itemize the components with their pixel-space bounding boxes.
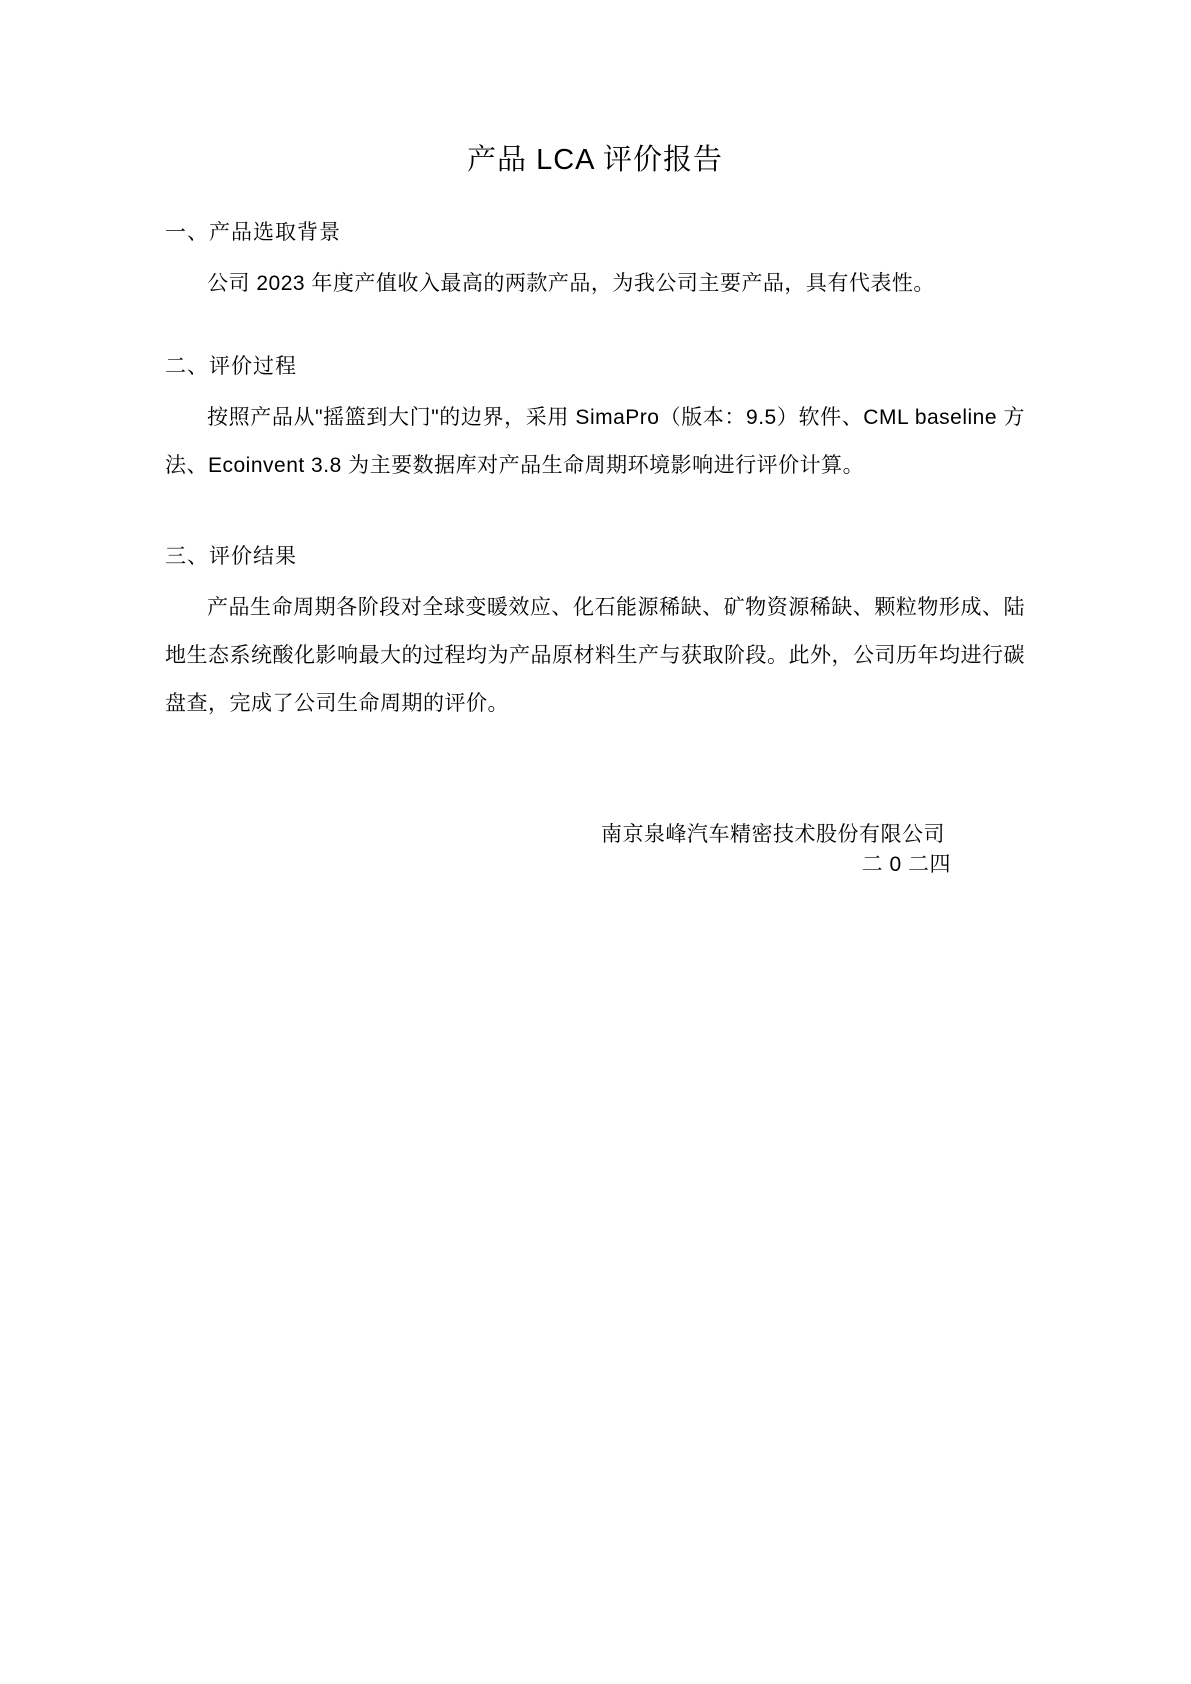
- section-product-selection: [165, 218, 1025, 308]
- company-name: 南京泉峰汽车精密技术股份有限公司: [601, 823, 945, 846]
- signature-year: 二 0 二四: [861, 853, 951, 876]
- section-3-paragraph: 产品生命周期各阶段对全球变暖效应、化石能源稀缺、矿物资源稀缺、颗粒物形成、陆地生态系统酸化影响最大的过程均为产品原材料生产与获取阶段。此外，公司历年均进行碳盘查，完成了公司生命周期的评价。: [165, 596, 1025, 715]
- signature-block: [165, 820, 1025, 880]
- section-2-heading: 二、评价过程: [165, 355, 297, 378]
- section-3-heading: 三、评价结果: [165, 545, 297, 568]
- section-1-heading: 一、产品选取背景: [165, 221, 341, 244]
- section-2-paragraph: 按照产品从"摇篮到大门"的边界，采用 SimaPro（版本：9.5）软件、CML baseline 方法、Ecoinvent 3.8 为主要数据库对产品生命周期环境影响进行评价计算。: [165, 406, 1025, 477]
- section-1-paragraph: 公司 2023 年度产值收入最高的两款产品，为我公司主要产品，具有代表性。: [207, 272, 935, 295]
- section-evaluation-process: [165, 352, 1025, 490]
- document-title: 产品 LCA 评价报告: [467, 144, 723, 176]
- section-evaluation-results: [165, 542, 1025, 728]
